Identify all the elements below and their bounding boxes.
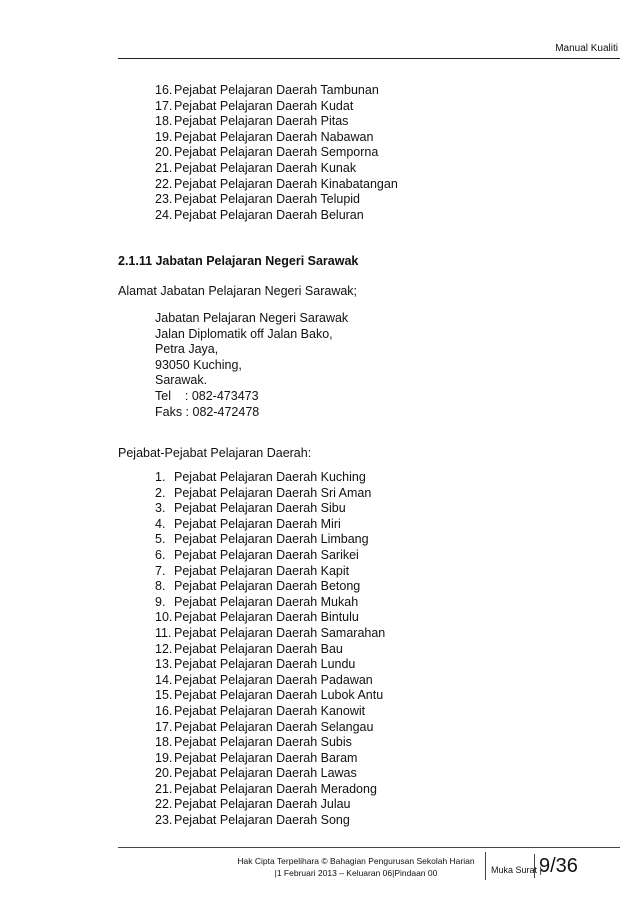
list-item-number: 8. [155, 579, 166, 594]
list-item-text: Pejabat Pelajaran Daerah Julau [174, 797, 351, 812]
list-item-text: Pejabat Pelajaran Daerah Bintulu [174, 610, 359, 625]
list-item [155, 751, 385, 767]
list-item [155, 208, 398, 224]
list-item [155, 813, 385, 829]
list-item-number: 10. [155, 610, 173, 625]
list-item [155, 720, 385, 736]
list-item-number: 2. [155, 485, 166, 500]
address-line: Petra Jaya, [155, 342, 219, 357]
list-item-number: 14. [155, 672, 173, 687]
list-item [155, 766, 385, 782]
address-line: Sarawak. [155, 373, 208, 388]
section-number: 2.1.11 [118, 254, 153, 268]
list-item-number: 24. [155, 207, 173, 222]
list-item [155, 782, 385, 798]
list-item-number: 16. [155, 83, 173, 97]
fax: Faks : 082-472478 [155, 404, 260, 419]
list-item-number: 7. [155, 563, 166, 578]
district-office-list-sabah [155, 83, 398, 223]
list-item-number: 23. [155, 813, 173, 828]
footer-rule [118, 847, 620, 848]
list-item-text: Pejabat Pelajaran Daerah Kunak [174, 160, 357, 175]
list-item-number: 19. [155, 750, 173, 765]
list-item-text: Pejabat Pelajaran Daerah Mukah [174, 594, 359, 609]
list-item [155, 130, 398, 146]
footer-copyright [230, 855, 482, 879]
list-item [155, 688, 385, 704]
list-item-text: Pejabat Pelajaran Daerah Baram [174, 750, 358, 765]
list-item-text: Pejabat Pelajaran Daerah Sri Aman [174, 485, 372, 500]
list-item [155, 564, 385, 580]
list-item-number: 23. [155, 192, 173, 207]
list-item-number: 4. [155, 516, 166, 531]
list-item [155, 470, 385, 486]
list-item-text: Pejabat Pelajaran Daerah Miri [174, 516, 341, 531]
list-item-number: 13. [155, 657, 173, 672]
list-item-text: Pejabat Pelajaran Daerah Kuching [174, 470, 366, 484]
list-item-text: Pejabat Pelajaran Daerah Meradong [174, 781, 377, 796]
list-item-number: 17. [155, 719, 173, 734]
telephone: Tel : 082-473473 [155, 388, 259, 403]
list-item-number: 18. [155, 114, 173, 129]
list-item [155, 501, 385, 517]
list-item [155, 145, 398, 161]
list-item [155, 99, 398, 115]
list-item [155, 657, 385, 673]
list-item-number: 21. [155, 160, 173, 175]
list-item-text: Pejabat Pelajaran Daerah Lawas [174, 766, 357, 781]
list-item-number: 19. [155, 129, 173, 144]
list-item [155, 735, 385, 751]
list-item [155, 177, 398, 193]
list-item-text: Pejabat Pelajaran Daerah Bau [174, 641, 343, 656]
list-item-text: Pejabat Pelajaran Daerah Subis [174, 735, 352, 750]
list-item-number: 9. [155, 594, 166, 609]
list-item-text: Pejabat Pelajaran Daerah Padawan [174, 672, 373, 687]
list-item-number: 6. [155, 547, 166, 562]
list-item [155, 532, 385, 548]
section-title: Jabatan Pelajaran Negeri Sarawak [155, 254, 359, 268]
list-item-text: Pejabat Pelajaran Daerah Beluran [174, 207, 364, 222]
list-item [155, 161, 398, 177]
address-line: Jabatan Pelajaran Negeri Sarawak [155, 311, 349, 325]
list-item [155, 548, 385, 564]
list-item-number: 16. [155, 703, 173, 718]
offices-label: Pejabat-Pejabat Pelajaran Daerah: [118, 446, 312, 460]
list-item-number: 11. [155, 625, 172, 640]
list-item [155, 704, 385, 720]
list-item [155, 610, 385, 626]
list-item [155, 626, 385, 642]
list-item-number: 15. [155, 688, 173, 703]
header-label: Manual Kualiti [555, 43, 618, 54]
list-item-text: Pejabat Pelajaran Daerah Semporna [174, 145, 379, 160]
list-item-text: Pejabat Pelajaran Daerah Lubok Antu [174, 688, 384, 703]
list-item-text: Pejabat Pelajaran Daerah Lundu [174, 657, 356, 672]
list-item [155, 114, 398, 130]
address-intro: Alamat Jabatan Pelajaran Negeri Sarawak; [118, 284, 358, 298]
list-item-number: 20. [155, 145, 173, 160]
list-item-text: Pejabat Pelajaran Daerah Pitas [174, 114, 349, 129]
list-item-text: Pejabat Pelajaran Daerah Kanowit [174, 703, 366, 718]
list-item [155, 192, 398, 208]
list-item [155, 579, 385, 595]
address-line: 93050 Kuching, [155, 357, 242, 372]
header-rule [118, 58, 620, 59]
section-heading [118, 254, 358, 268]
footer-divider [485, 852, 486, 880]
page-label: Muka Surat | [491, 865, 542, 875]
list-item-text: Pejabat Pelajaran Daerah Nabawan [174, 129, 374, 144]
list-item [155, 673, 385, 689]
list-item-text: Pejabat Pelajaran Daerah Selangau [174, 719, 374, 734]
list-item-number: 1. [155, 470, 166, 484]
list-item-text: Pejabat Pelajaran Daerah Song [174, 813, 350, 828]
page-number: 9/36 [534, 854, 578, 878]
list-item-text: Pejabat Pelajaran Daerah Tambunan [174, 83, 379, 97]
list-item-number: 3. [155, 501, 166, 516]
list-item-text: Pejabat Pelajaran Daerah Sibu [174, 501, 346, 516]
list-item-text: Pejabat Pelajaran Daerah Kapit [174, 563, 350, 578]
list-item-number: 17. [155, 98, 173, 113]
list-item-number: 22. [155, 797, 173, 812]
list-item [155, 486, 385, 502]
list-item-number: 22. [155, 176, 173, 191]
list-item-number: 20. [155, 766, 173, 781]
list-item-text: Pejabat Pelajaran Daerah Betong [174, 579, 361, 594]
address-line: Jalan Diplomatik off Jalan Bako, [155, 326, 333, 341]
list-item-text: Pejabat Pelajaran Daerah Kudat [174, 98, 354, 113]
list-item [155, 797, 385, 813]
address-block [155, 311, 348, 420]
list-item-text: Pejabat Pelajaran Daerah Limbang [174, 532, 369, 547]
list-item [155, 517, 385, 533]
footer-line: |1 Februari 2013 – Keluaran 06|Pindaan 00 [274, 868, 438, 878]
list-item-text: Pejabat Pelajaran Daerah Telupid [174, 192, 361, 207]
list-item-number: 18. [155, 735, 173, 750]
list-item-text: Pejabat Pelajaran Daerah Samarahan [174, 625, 386, 640]
footer-line: Hak Cipta Terpelihara © Bahagian Pengurusan Sekolah Harian [237, 856, 475, 866]
list-item-text: Pejabat Pelajaran Daerah Sarikei [174, 547, 359, 562]
list-item [155, 595, 385, 611]
list-item-number: 21. [155, 781, 173, 796]
district-office-list-sarawak [155, 470, 385, 829]
list-item [155, 83, 398, 99]
list-item-number: 12. [155, 641, 173, 656]
list-item-number: 5. [155, 532, 166, 547]
list-item-text: Pejabat Pelajaran Daerah Kinabatangan [174, 176, 398, 191]
list-item [155, 642, 385, 658]
